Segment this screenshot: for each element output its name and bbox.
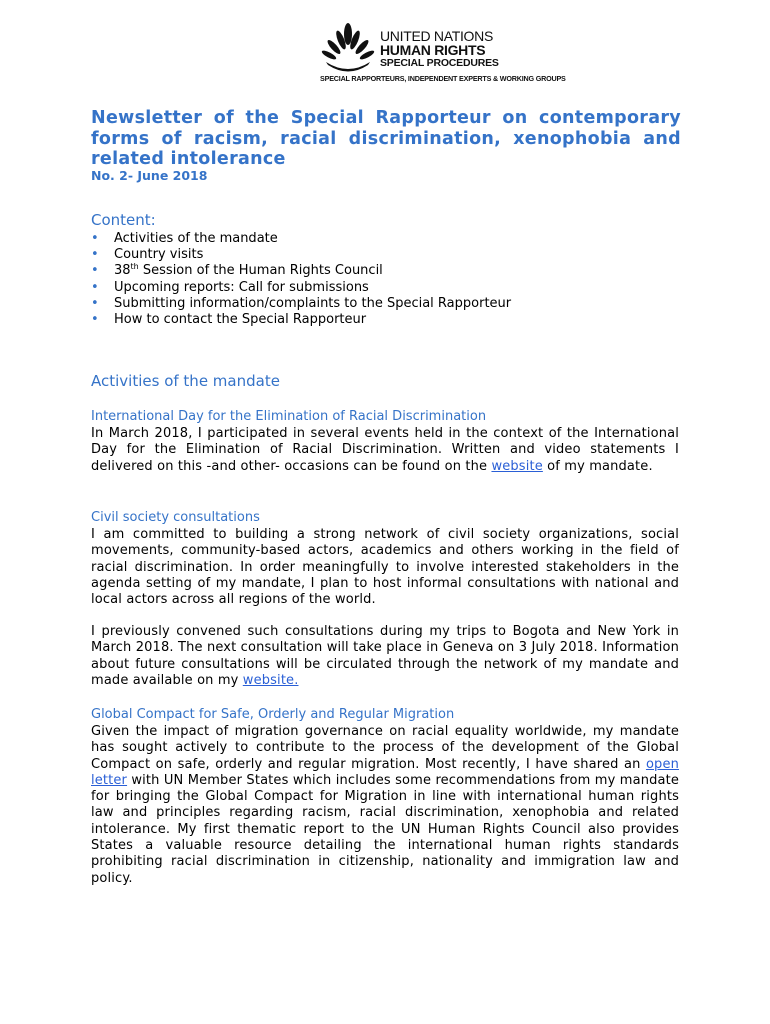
toc-item (91, 263, 511, 279)
issue-number: No. 2- June 2018 (91, 168, 208, 183)
toc-item: • How to contact the Special Rapporteur (91, 312, 511, 328)
intl-day-text: In March 2018, I participated in several events held in the context of the International Day for the Elimination of Racial Discrimination. Written and video statements I delivered on this -and other- occasions can be found on the (91, 426, 679, 474)
logo-line-special-procedures: SPECIAL PROCEDURES (380, 57, 499, 69)
toc-item: • Upcoming reports: Call for submissions (91, 280, 511, 296)
intl-day-paragraph (91, 426, 679, 475)
global-compact-paragraph (91, 724, 679, 887)
newsletter-title: Newsletter of the Special Rapporteur on contemporary forms of racism, racial discrimination, xenophobia and related intolerance (91, 108, 681, 169)
toc-session-number: 38 (114, 263, 131, 279)
global-compact-text-end: with UN Member States which includes some recommendations from my mandate for bringing the Global Compact for Migration in line with international human rights law and principles regarding racism, racial discrimination, xenophobia and related intolerance. My first thematic report to the UN Human Rights Council also provides States a valuable resource detailing the international human rights standards prohibiting racial discrimination in citizenship, nationality and immigration law and policy. (91, 772, 679, 886)
un-human-rights-logo (318, 20, 566, 90)
consultations-paragraph (91, 624, 679, 689)
logo-line-human-rights: HUMAN RIGHTS (380, 42, 486, 58)
global-compact-heading: Global Compact for Safe, Orderly and Regular Migration (91, 707, 455, 722)
un-human-rights-emblem-icon (318, 20, 378, 75)
toc-item: • Country visits (91, 247, 511, 263)
website-link[interactable]: website (491, 458, 543, 474)
intl-day-text-end: of my mandate. (542, 458, 653, 474)
civil-society-heading: Civil society consultations (91, 510, 260, 525)
open-letter-link[interactable]: open letter (91, 756, 679, 788)
toc-item: • Submitting information/complaints to the Special Rapporteur (91, 296, 511, 312)
global-compact-text: Given the impact of migration governance on racial equality worldwide, my mandate has sought actively to contribute to the process of the development of the Global Compact on safe, orderly and regular migration. Most recently, I have shared an (91, 724, 679, 772)
logo-line-un: UNITED NATIONS (380, 28, 493, 44)
table-of-contents (91, 231, 511, 328)
toc-session-suffix: th (130, 262, 139, 272)
activities-heading: Activities of the mandate (91, 372, 280, 390)
civil-society-paragraph: I am committed to building a strong network of civil society organizations, social movements, community-based actors, academics and others working in the field of racial discrimination. In order meaningfully to involve interested stakeholders in the agenda setting of my mandate, I plan to host informal consultations with national and local actors across all regions of the world. (91, 527, 679, 608)
content-heading: Content: (91, 211, 156, 229)
toc-session-rest: Session of the Human Rights Council (138, 263, 383, 279)
intl-day-heading: International Day for the Elimination of Racial Discrimination (91, 409, 487, 424)
logo-tagline: SPECIAL RAPPORTEURS, INDEPENDENT EXPERTS & WORKING GROUPS (320, 74, 566, 83)
website-link[interactable]: website. (242, 672, 299, 688)
toc-item: • Activities of the mandate (91, 231, 511, 247)
consultations-text: I previously convened such consultations during my trips to Bogota and New York in March 2018. The next consultation will take place in Geneva on 3 July 2018. Information about future consultations will be circulated through the network of my mandate and made available on my (91, 624, 679, 688)
